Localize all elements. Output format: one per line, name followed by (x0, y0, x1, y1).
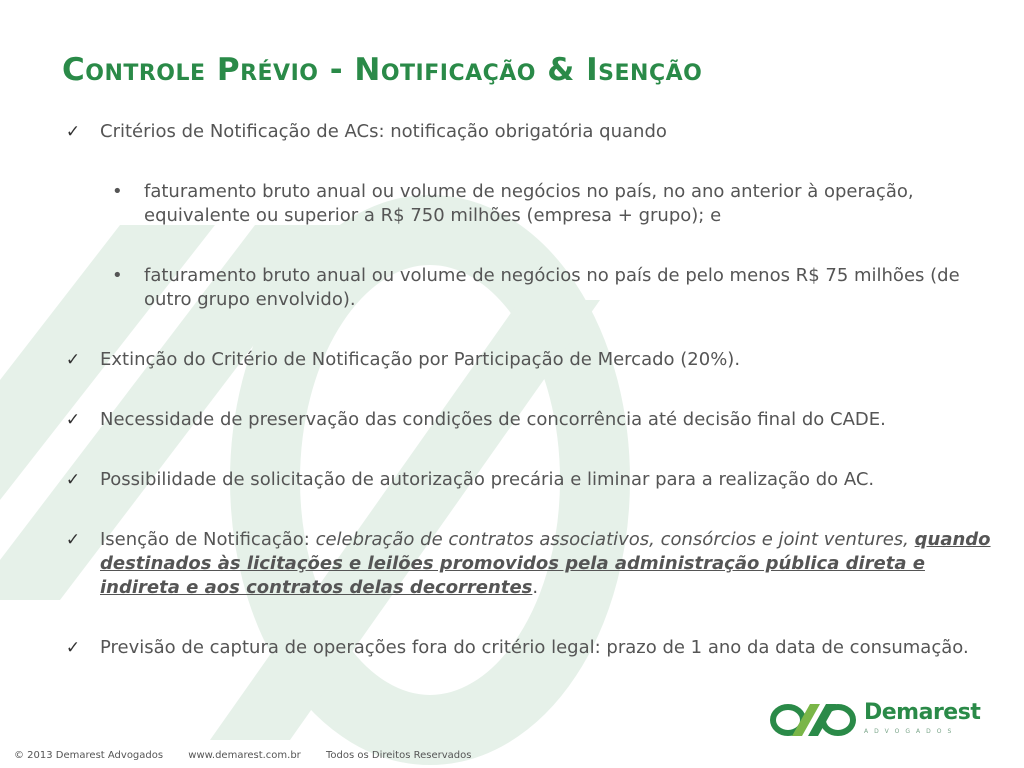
checkmark-icon: ✓ (65, 638, 81, 658)
footer-url: www.demarest.com.br (188, 750, 301, 761)
list-item (62, 468, 1002, 492)
logo-name: Demarest (864, 700, 981, 725)
sub-item-text: faturamento bruto anual ou volume de negócios no país de pelo menos R$ 75 milhões (de outro grupo envolvido). (144, 265, 960, 310)
item-text: Extinção do Critério de Notificação por Participação de Mercado (20%). (100, 349, 741, 370)
sub-list-item (62, 180, 1002, 228)
list-item (62, 120, 1002, 144)
item-text: Necessidade de preservação das condições de concorrência até decisão final do CADE. (100, 409, 886, 430)
footer-rights: Todos os Direitos Reservados (325, 750, 472, 761)
bullet-icon: • (112, 265, 123, 286)
checkmark-icon: ✓ (65, 410, 81, 430)
checkmark-icon: ✓ (65, 350, 81, 370)
item-text: Previsão de captura de operações fora do critério legal: prazo de 1 ano da data de consumação. (100, 637, 969, 658)
item-text: Critérios de Notificação de ACs: notificação obrigatória quando (100, 121, 667, 142)
sub-list-item (62, 264, 1002, 312)
demarest-logo-icon (770, 700, 858, 740)
footer-copyright: © 2013 Demarest Advogados (14, 750, 164, 761)
list-item (62, 528, 1002, 600)
isencao-tail: . (532, 577, 539, 598)
list-item (62, 408, 1002, 432)
sub-item-text: faturamento bruto anual ou volume de negócios no país, no ano anterior à operação, equivalente ou superior a R$ 750 milhões (empresa + grupo); e (144, 181, 914, 226)
slide-title: Controle Prévio - Notificação & Isenção (62, 52, 703, 88)
checkmark-icon: ✓ (65, 470, 81, 490)
isencao-emphasis: quando destinados às licitações e leilões promovidos pela administração pública direta e indireta e aos contratos delas decorrentes (100, 529, 991, 598)
logo-subtitle: ADVOGADOS (864, 728, 958, 735)
company-logo (770, 700, 981, 740)
list-item (62, 636, 1002, 660)
checkmark-icon: ✓ (65, 530, 81, 550)
slide-content (62, 120, 1002, 660)
isencao-lead: Isenção de Notificação: (100, 529, 316, 550)
isencao-italic: celebração de contratos associativos, consórcios e joint ventures, (315, 529, 915, 550)
item-text: Possibilidade de solicitação de autorização precária e liminar para a realização do AC. (100, 469, 875, 490)
list-item (62, 348, 1002, 372)
footer (14, 750, 493, 761)
bullet-icon: • (112, 181, 123, 202)
checkmark-icon: ✓ (65, 122, 81, 142)
